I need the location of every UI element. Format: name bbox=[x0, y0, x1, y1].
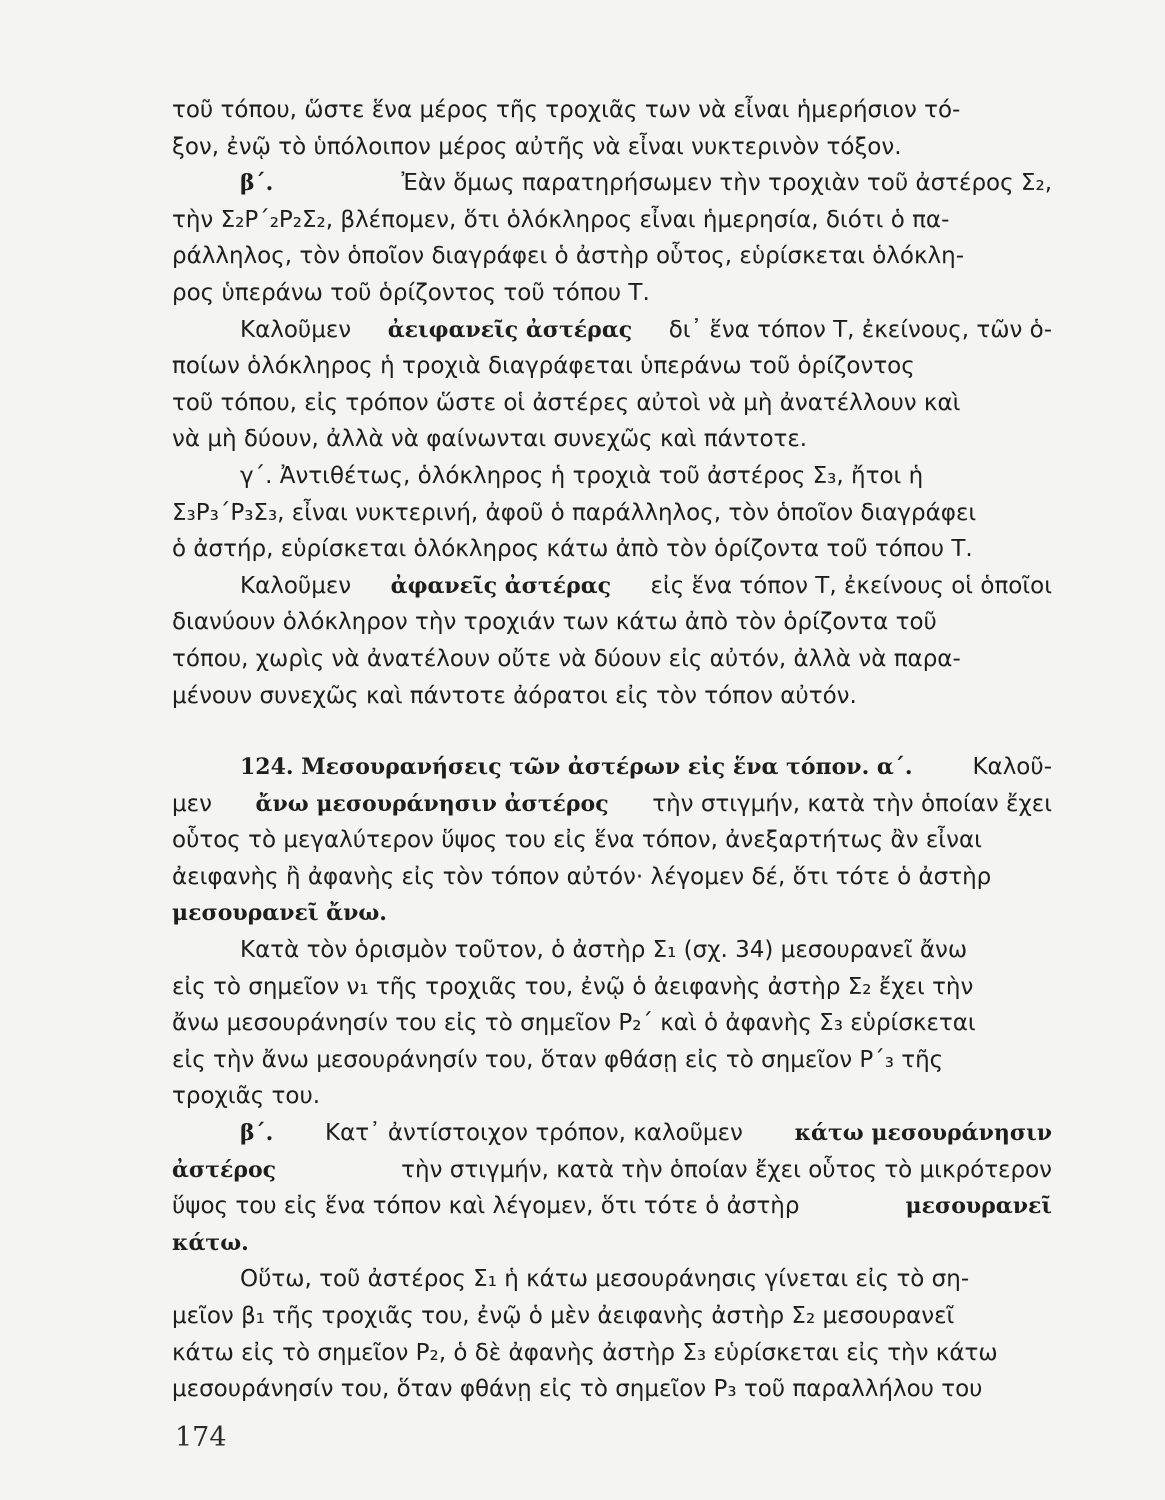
text-segment: κάτω εἰς τὸ σημεῖον Ρ₂, ὁ δὲ ἀφανὴς ἀστὴρ Σ₃ εὑρίσκεται εἰς τὴν κάτω bbox=[172, 1339, 998, 1366]
text-segment: ράλληλος, τὸν ὁποῖον διαγράφει ὁ ἀστὴρ οὗτος, εὑρίσκεται ὁλόκλη- bbox=[172, 243, 964, 270]
bold-text: ἀφανεῖς ἀστέρας bbox=[390, 572, 612, 599]
text-segment: Καλοῦμεν bbox=[240, 316, 352, 343]
text-segment: ποίων ὁλόκληρος ἡ τροχιὰ διαγράφεται ὑπεράνω τοῦ ὁρίζοντος bbox=[172, 353, 915, 380]
text-line bbox=[172, 1188, 1052, 1225]
text-segment: δι᾽ ἕνα τόπον Τ, ἐκείνους, τῶν ὁ- bbox=[668, 316, 1052, 343]
bold-text: κάτω μεσουράνησιν bbox=[794, 1120, 1052, 1147]
text-line bbox=[172, 1261, 1052, 1298]
text-segment: ὁ ἀστήρ, εὑρίσκεται ὁλόκληρος κάτω ἀπὸ τὸν ὁρίζοντα τοῦ τόπου Τ. bbox=[172, 536, 973, 563]
text-segment: διανύουν ὁλόκληρον τὴν τροχιάν των κάτω ἀπὸ τὸν ὁρίζοντα τοῦ bbox=[172, 609, 937, 636]
text-line bbox=[172, 1078, 1052, 1115]
text-segment: μεν bbox=[172, 790, 212, 817]
text-line bbox=[172, 421, 1052, 458]
text-line bbox=[172, 568, 1052, 605]
text-line bbox=[172, 1152, 1052, 1189]
text-line bbox=[172, 1225, 1052, 1262]
text-segment: ξον, ἐνῷ τὸ ὑπόλοιπον μέρος αὐτῆς νὰ εἶναι νυκτερινὸν τόξον. bbox=[172, 133, 902, 160]
text-segment: μεσουράνησίν του, ὅταν φθάνῃ εἰς τὸ σημεῖον Ρ₃ τοῦ παραλλήλου του bbox=[172, 1376, 983, 1403]
bold-text: β΄. bbox=[240, 170, 274, 197]
text-line bbox=[172, 1298, 1052, 1335]
text-line bbox=[172, 165, 1052, 202]
text-segment: ἀειφανὴς ἢ ἀφανὴς εἰς τὸν τόπον αὐτόν· λέγομεν δέ, ὅτι τότε ὁ ἀστὴρ bbox=[172, 863, 992, 890]
text-segment: μένουν συνεχῶς καὶ πάντοτε ἀόρατοι εἰς τὸν τόπον αὐτόν. bbox=[172, 682, 857, 709]
bold-text: ἀειφανεῖς ἀστέρας bbox=[387, 316, 633, 343]
text-segment: τὴν στιγμήν, κατὰ τὴν ὁποίαν ἔχει bbox=[652, 790, 1052, 817]
text-line bbox=[172, 786, 1052, 823]
text-line bbox=[172, 238, 1052, 275]
text-line bbox=[172, 1371, 1052, 1408]
text-segment: ὕψος του εἰς ἕνα τόπον καὶ λέγομεν, ὅτι τότε ὁ ἀστὴρ bbox=[172, 1193, 800, 1220]
bold-text: κάτω. bbox=[172, 1229, 249, 1256]
text-segment: εἰς ἕνα τόπον Τ, ἐκείνους οἱ ὁποῖοι bbox=[650, 572, 1052, 599]
text-segment: Καλοῦμεν bbox=[240, 572, 352, 599]
text-line bbox=[172, 312, 1052, 349]
text-line bbox=[172, 932, 1052, 969]
text-line bbox=[172, 1335, 1052, 1372]
text-segment: ἄνω μεσουράνησίν του εἰς τὸ σημεῖον Ρ₂΄ καὶ ὁ ἀφανὴς Σ₃ εὑρίσκεται bbox=[172, 1010, 976, 1037]
bold-text: μεσουρανεῖ ἄνω. bbox=[172, 900, 387, 927]
text-segment: τοῦ τόπου, εἰς τρόπον ὥστε οἱ ἀστέρες αὐτοὶ νὰ μὴ ἀνατέλλουν καὶ bbox=[172, 389, 961, 416]
text-line bbox=[172, 348, 1052, 385]
text-segment: Κατ᾽ ἀντίστοιχον τρόπον, καλοῦμεν bbox=[324, 1120, 743, 1147]
text-line bbox=[172, 604, 1052, 641]
text-line bbox=[172, 531, 1052, 568]
text-line bbox=[172, 92, 1052, 129]
text-segment: τόπου, χωρὶς νὰ ἀνατέλουν οὔτε νὰ δύουν εἰς αὐτόν, ἀλλὰ νὰ παρα- bbox=[172, 645, 961, 672]
bold-text: μεσουρανεῖ bbox=[905, 1193, 1052, 1220]
text-segment: ρος ὑπεράνω τοῦ ὁρίζοντος τοῦ τόπου Τ. bbox=[172, 279, 650, 306]
page-text bbox=[172, 92, 1052, 1408]
text-segment: τοῦ τόπου, ὥστε ἕνα μέρος τῆς τροχιᾶς των νὰ εἶναι ἡμερήσιον τό- bbox=[172, 97, 961, 123]
page-number: 174 bbox=[175, 1422, 227, 1453]
text-line bbox=[172, 385, 1052, 422]
text-segment: οὗτος τὸ μεγαλύτερον ὕψος του εἰς ἕνα τόπον, ἀνεξαρτήτως ἂν εἶναι bbox=[172, 827, 982, 854]
text-line bbox=[172, 275, 1052, 312]
text-line bbox=[172, 129, 1052, 166]
bold-text: ἀστέρος bbox=[172, 1156, 277, 1183]
section-gap bbox=[172, 714, 1052, 749]
text-line bbox=[172, 1005, 1052, 1042]
text-segment: γ΄. Ἀντιθέτως, ὁλόκληρος ἡ τροχιὰ τοῦ ἀστέρος Σ₃, ἤτοι ἡ bbox=[240, 462, 924, 489]
text-segment: Καλοῦ- bbox=[972, 754, 1052, 781]
text-line bbox=[172, 202, 1052, 239]
text-segment: Οὕτω, τοῦ ἀστέρος Σ₁ ἡ κάτω μεσουράνησις γίνεται εἰς τὸ ση- bbox=[240, 1266, 970, 1293]
text-line bbox=[172, 1042, 1052, 1079]
text-line bbox=[172, 641, 1052, 678]
text-segment: τὴν Σ₂Ρ΄₂Ρ₂Σ₂, βλέπομεν, ὅτι ὁλόκληρος εἶναι ἡμερησία, διότι ὁ πα- bbox=[172, 206, 950, 233]
text-segment: Ἐὰν ὅμως παρατηρήσωμεν τὴν τροχιὰν τοῦ ἀστέρος Σ₂, bbox=[401, 170, 1052, 197]
text-segment: Κατὰ τὸν ὁρισμὸν τοῦτον, ὁ ἀστὴρ Σ₁ (σχ. 34) μεσουρανεῖ ἄνω bbox=[240, 937, 968, 964]
bold-text: ἄνω μεσουράνησιν ἀστέρος bbox=[255, 790, 609, 817]
text-segment: τὴν στιγμήν, κατὰ τὴν ὁποίαν ἔχει οὗτος τὸ μικρότερον bbox=[401, 1156, 1052, 1183]
text-segment: εἰς τὴν ἄνω μεσουράνησίν του, ὅταν φθάσῃ εἰς τὸ σημεῖον Ρ΄₃ τῆς bbox=[172, 1046, 944, 1073]
text-line bbox=[172, 1115, 1052, 1152]
text-line bbox=[172, 749, 1052, 786]
text-line bbox=[172, 458, 1052, 495]
text-line bbox=[172, 895, 1052, 932]
text-line bbox=[172, 822, 1052, 859]
text-segment: Σ₃Ρ₃΄Ρ₃Σ₃, εἶναι νυκτερινή, ἀφοῦ ὁ παράλληλος, τὸν ὁποῖον διαγράφει bbox=[172, 499, 977, 526]
text-segment: τροχιᾶς του. bbox=[172, 1083, 321, 1110]
text-line bbox=[172, 495, 1052, 532]
text-line bbox=[172, 678, 1052, 715]
text-segment: εἰς τὸ σημεῖον ν₁ τῆς τροχιᾶς του, ἐνῷ ὁ ἀειφανὴς ἀστὴρ Σ₂ ἔχει τὴν bbox=[172, 973, 974, 1000]
text-segment: μεῖον β₁ τῆς τροχιᾶς του, ἐνῷ ὁ μὲν ἀειφανὴς ἀστὴρ Σ₂ μεσουρανεῖ bbox=[172, 1303, 955, 1329]
text-line bbox=[172, 859, 1052, 896]
bold-text: β΄. bbox=[240, 1120, 274, 1147]
text-line bbox=[172, 969, 1052, 1006]
text-segment: νὰ μὴ δύουν, ἀλλὰ νὰ φαίνωνται συνεχῶς καὶ πάντοτε. bbox=[172, 426, 808, 453]
bold-text: 124. Μεσουρανήσεις τῶν ἀστέρων εἰς ἕνα τόπον. α΄. bbox=[240, 754, 913, 781]
